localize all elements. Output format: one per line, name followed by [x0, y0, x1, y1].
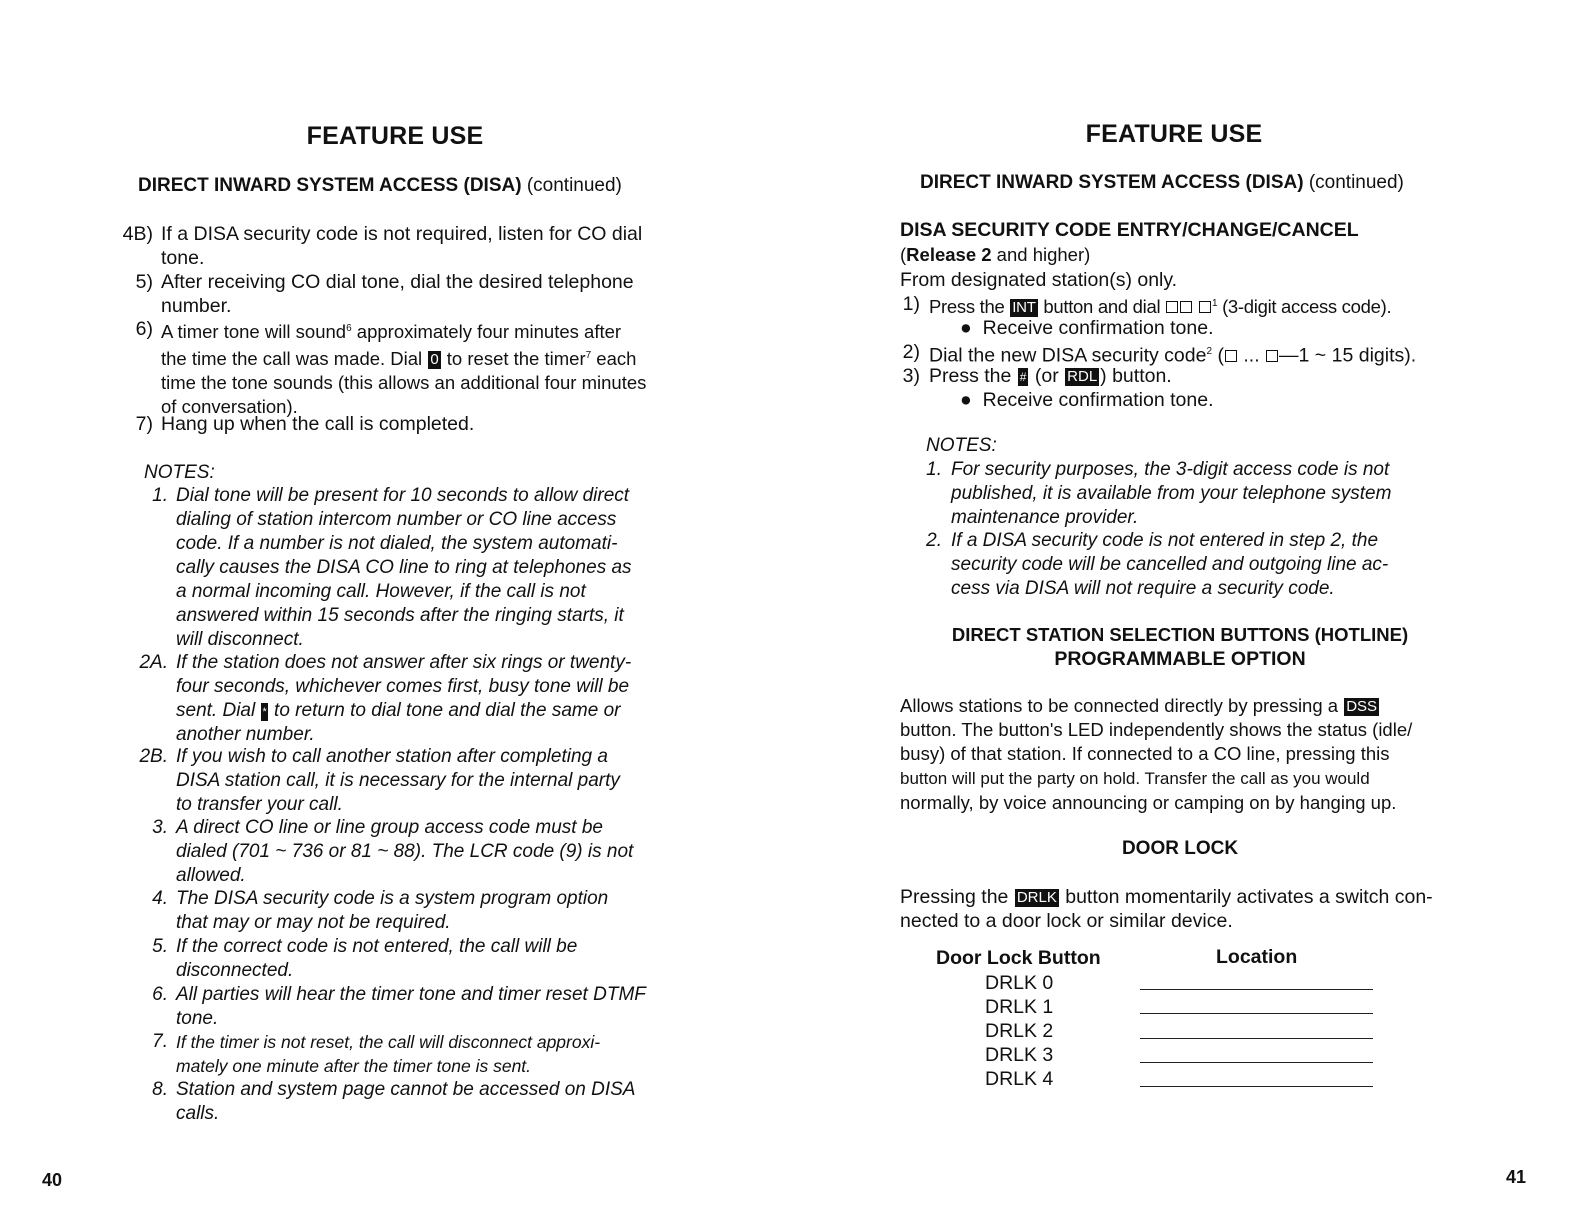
line: normally, by voice announcing or camping on by hanging up.	[900, 792, 1397, 813]
paren: (	[900, 244, 907, 265]
int-key: INT	[1012, 299, 1036, 317]
line: number.	[161, 295, 232, 317]
line: button. The button's LED independently shows the status (idle/	[900, 719, 1413, 740]
line: published, it is available from your telephone system	[951, 483, 1392, 504]
note-number: 8.	[152, 1079, 168, 1100]
step-number: 5)	[135, 271, 153, 293]
line: If a DISA security code is not required, listen for CO dial	[161, 223, 643, 245]
table-row: DRLK 4	[985, 1068, 1054, 1090]
line: another number.	[176, 724, 315, 745]
line: nected to a door lock or similar device.	[900, 910, 1233, 932]
footnote-ref: 1	[1211, 298, 1218, 309]
line: ) button.	[1100, 365, 1172, 387]
line: (3-digit access code).	[1217, 296, 1392, 318]
line: Press the	[929, 296, 1010, 318]
step-7	[113, 412, 693, 438]
digit-box-icon	[1180, 301, 1192, 313]
digit-box-icon	[1225, 350, 1237, 362]
note-8	[136, 1078, 656, 1128]
line: will disconnect.	[176, 629, 304, 650]
location-blank-line	[1140, 989, 1373, 990]
line: After receiving CO dial tone, dial the desired telephone	[161, 271, 634, 293]
note-number: 2A.	[139, 652, 168, 673]
section-subtitle	[138, 175, 622, 197]
dss-heading-2: PROGRAMMABLE OPTION	[1054, 648, 1306, 670]
note-2a	[136, 651, 656, 751]
line: of conversation).	[161, 396, 298, 418]
step-number: 4B)	[122, 223, 153, 245]
line: each	[591, 348, 637, 370]
table-row: DRLK 1	[985, 996, 1054, 1018]
zero-key: 0	[430, 351, 439, 369]
line: tone.	[176, 1008, 219, 1029]
line: a normal incoming call. However, if the call is not	[176, 581, 586, 602]
line: dialing of station intercom number or CO line access	[176, 509, 617, 530]
step-5	[113, 270, 693, 320]
line: Dial tone will be present for 10 seconds to allow direct	[176, 485, 630, 506]
door-lock-paragraph	[900, 885, 1470, 933]
step-4b	[113, 222, 693, 272]
section-subtitle	[920, 172, 1404, 194]
bullet-confirmation-1	[960, 316, 1360, 342]
line: Pressing the	[900, 886, 1014, 908]
digit-box-icon	[1266, 350, 1278, 362]
step-number: 6)	[135, 318, 153, 340]
step-number: 1)	[902, 293, 920, 315]
digit-box-icon	[1166, 301, 1178, 313]
dss-paragraph	[900, 694, 1460, 815]
line: If you wish to call another station after completing a	[176, 746, 608, 767]
line: DISA station call, it is necessary for the internal party	[176, 770, 620, 791]
line: mately one minute after the timer tone is sent.	[176, 1056, 532, 1076]
line: The DISA security code is a system program option	[176, 888, 609, 909]
subtitle-rest: (continued)	[521, 175, 622, 196]
security-step-1	[880, 292, 1460, 318]
star-key: *	[261, 703, 267, 721]
notes-heading: NOTES:	[144, 462, 215, 483]
note-number: 6.	[152, 984, 168, 1005]
location-blank-line	[1140, 1013, 1373, 1014]
note-3	[136, 816, 656, 891]
line: dialed (701 ~ 736 or 81 ~ 88). The LCR code (9) is not	[176, 841, 634, 862]
pound-key: #	[1019, 370, 1027, 384]
line: A direct CO line or line group access code must be	[176, 817, 603, 838]
subtitle-rest: (continued)	[1303, 172, 1404, 193]
note-number: 4.	[152, 888, 168, 909]
line: Allows stations to be connected directly by pressing a	[900, 695, 1344, 716]
footnote-ref: 7	[585, 350, 592, 362]
line: time the tone sounds (this allows an additional four minutes	[161, 372, 647, 394]
footnote-ref: 6	[346, 323, 352, 334]
note-6	[136, 983, 656, 1033]
table-row: DRLK 3	[985, 1044, 1054, 1066]
rdl-key: RDL	[1067, 368, 1098, 385]
line: If the station does not answer after six rings or twenty-	[176, 652, 632, 673]
line: Press the	[929, 365, 1017, 387]
step-number: 3)	[902, 365, 920, 387]
dss-key: DSS	[1346, 698, 1378, 715]
line: calls.	[176, 1103, 220, 1124]
note-number: 5.	[152, 936, 168, 957]
line: (	[1212, 344, 1224, 367]
line: button momentarily activates a switch con-	[1059, 886, 1433, 908]
line: Receive confirmation tone.	[982, 317, 1214, 339]
security-note-2	[916, 529, 1456, 604]
security-step-2	[880, 340, 1460, 366]
line: disconnected.	[176, 960, 294, 981]
line: cess via DISA will not require a security code.	[951, 578, 1335, 599]
step-number: 7)	[135, 413, 153, 435]
line: to return to dial tone and dial the same or	[268, 700, 621, 721]
line: If the timer is not reset, the call will disconnect approxi-	[176, 1032, 601, 1052]
line: that may or may not be required.	[176, 912, 451, 933]
note-number: 1.	[926, 459, 942, 480]
note-number: 2.	[926, 530, 942, 551]
security-step-3	[880, 364, 1460, 390]
note-number: 2B.	[139, 746, 168, 767]
drlk-key: DRLK	[1016, 889, 1057, 906]
line: All parties will hear the timer tone and timer reset DTMF	[176, 984, 646, 1005]
subtitle-bold: DIRECT INWARD SYSTEM ACCESS (DISA)	[138, 175, 522, 196]
line: to transfer your call.	[176, 794, 343, 815]
subtitle-bold: DIRECT INWARD SYSTEM ACCESS (DISA)	[920, 172, 1304, 193]
note-number: 1.	[152, 485, 168, 506]
line: code. If a number is not dialed, the system automati-	[176, 533, 618, 554]
notes-heading: NOTES:	[926, 435, 997, 456]
line: four seconds, whichever comes first, busy tone will be	[176, 676, 630, 697]
note-2b	[136, 745, 656, 820]
location-blank-line	[1140, 1062, 1373, 1063]
line: allowed.	[176, 865, 246, 886]
line: (or	[1029, 365, 1065, 387]
bullet-icon: ●	[960, 317, 972, 339]
line: answered within 15 seconds after the ringing starts, it	[176, 605, 624, 626]
line: approximately four minutes after	[351, 321, 622, 343]
page-number: 41	[1506, 1167, 1527, 1187]
security-note-1	[916, 458, 1456, 533]
line: cally causes the DISA CO line to ring at telephones as	[176, 557, 632, 578]
line: A timer tone will sound	[161, 321, 347, 343]
note-number: 3.	[152, 817, 168, 838]
table-row: DRLK 0	[985, 972, 1054, 994]
line: button and dial	[1038, 296, 1166, 318]
line: sent. Dial	[176, 700, 261, 721]
note-7	[136, 1030, 656, 1080]
location-column-header: Location	[1216, 946, 1298, 968]
line: Receive confirmation tone.	[982, 389, 1214, 411]
location-blank-line	[1140, 1038, 1373, 1039]
line: busy) of that station. If connected to a CO line, pressing this	[900, 743, 1390, 764]
right-page	[790, 0, 1584, 1212]
line: the time the call was made. Dial	[161, 348, 428, 370]
page-number: 40	[42, 1170, 63, 1190]
line: Hang up when the call is completed.	[161, 413, 475, 435]
line: For security purposes, the 3-digit access code is not	[951, 459, 1390, 480]
note-number: 7.	[152, 1031, 168, 1052]
line: to reset the timer	[441, 348, 586, 370]
security-code-heading: DISA SECURITY CODE ENTRY/CHANGE/CANCEL	[900, 219, 1359, 241]
release-note	[900, 244, 1090, 266]
line: tone.	[161, 247, 205, 269]
line: maintenance provider.	[951, 507, 1139, 528]
release-bold: Release 2	[906, 244, 992, 265]
line: button will put the party on hold. Transfer the call as you would	[900, 769, 1370, 788]
step-6	[113, 317, 693, 417]
digit-box-icon	[1199, 301, 1211, 313]
line: Dial the new DISA security code	[929, 344, 1207, 367]
door-lock-heading: DOOR LOCK	[1121, 838, 1239, 859]
line: If the correct code is not entered, the call will be	[176, 936, 578, 957]
note-1	[136, 484, 656, 654]
line: ...	[1237, 344, 1266, 367]
line: —1 ~ 15 digits).	[1279, 344, 1417, 367]
step-number: 2)	[902, 341, 920, 363]
dss-heading-1: DIRECT STATION SELECTION BUTTONS (HOTLINE)	[951, 624, 1409, 645]
location-blank-line	[1140, 1086, 1373, 1087]
table-row: DRLK 2	[985, 1020, 1054, 1042]
line: Station and system page cannot be accessed on DISA	[176, 1079, 636, 1100]
page-title: FEATURE USE	[306, 122, 484, 150]
note-5	[136, 935, 656, 985]
line: If a DISA security code is not entered in step 2, the	[951, 530, 1379, 551]
bullet-icon: ●	[960, 389, 972, 411]
note-4	[136, 887, 656, 937]
left-page	[0, 0, 790, 1212]
designated-stations-text: From designated station(s) only.	[900, 269, 1178, 291]
door-lock-column-header: Door Lock Button	[936, 947, 1101, 969]
page-title: FEATURE USE	[1085, 120, 1263, 148]
release-rest: and higher)	[991, 244, 1091, 265]
bullet-confirmation-2	[960, 388, 1360, 414]
footnote-ref: 2	[1206, 346, 1213, 357]
line: security code will be cancelled and outgoing line ac-	[951, 554, 1389, 575]
